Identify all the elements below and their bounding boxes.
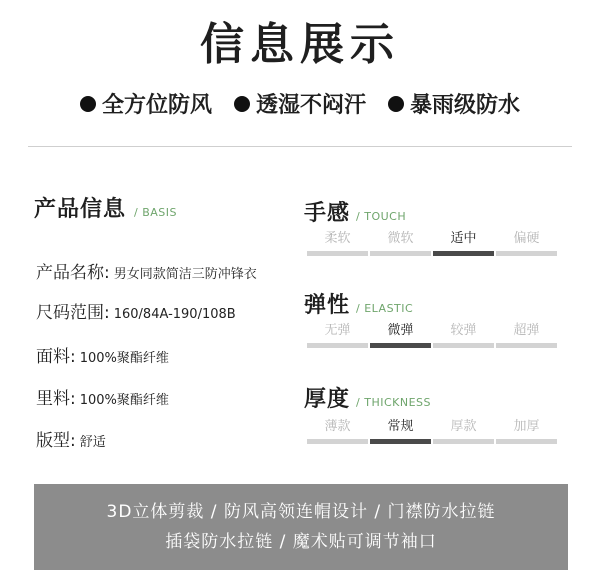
info-value: 舒适	[79, 435, 106, 450]
scale-bar	[433, 343, 494, 348]
info-label: 产品名称:	[36, 263, 110, 283]
info-value: 100%聚酯纤维	[79, 351, 169, 366]
scale-option-label: 偏硬	[513, 231, 540, 246]
scale-bar	[496, 343, 557, 348]
feature-banner	[34, 484, 568, 570]
feature-label: 透湿不闷汗	[255, 93, 366, 118]
basis-heading-title: 产品信息	[34, 197, 127, 222]
info-row-fabric	[36, 342, 169, 367]
bullet-icon	[388, 96, 404, 112]
bullet-icon	[234, 96, 250, 112]
info-value: 男女同款简洁三防冲锋衣	[113, 267, 257, 282]
info-row-name	[36, 258, 257, 283]
feature-item	[388, 88, 520, 119]
scale-option-label: 薄款	[324, 419, 351, 434]
scale-option-label: 加厚	[513, 419, 540, 434]
attr-heading-title: 厚度	[304, 387, 351, 412]
page-title: 信息展示	[200, 19, 400, 70]
info-row-size	[36, 298, 236, 323]
scale-bar	[307, 439, 368, 444]
scale-option	[306, 230, 369, 256]
basis-heading	[34, 192, 177, 223]
scale-option-label: 无弹	[324, 323, 351, 338]
scale-bar	[307, 343, 368, 348]
scale-option	[369, 418, 432, 444]
scale-bar	[370, 343, 431, 348]
info-value: 160/84A-190/108B	[113, 307, 236, 322]
scale-bar	[496, 439, 557, 444]
thickness-heading	[304, 382, 431, 413]
scale-option-label: 微软	[387, 231, 414, 246]
touch-heading	[304, 196, 406, 227]
scale-bar	[370, 439, 431, 444]
scale-option	[369, 230, 432, 256]
scale-option-label: 超弹	[513, 323, 540, 338]
attr-heading-title: 弹性	[304, 293, 351, 318]
attr-heading-sub: / ELASTIC	[356, 302, 414, 315]
thickness-scale	[306, 418, 558, 444]
bullet-icon	[80, 96, 96, 112]
scale-option	[495, 418, 558, 444]
feature-item	[234, 88, 366, 119]
info-label: 版型:	[36, 431, 76, 451]
elastic-heading	[304, 288, 413, 319]
attr-heading-sub: / TOUCH	[356, 210, 407, 223]
scale-bar	[370, 251, 431, 256]
scale-option-label: 常规	[387, 419, 414, 434]
feature-label: 全方位防风	[101, 93, 212, 118]
scale-bar	[433, 251, 494, 256]
scale-option-label: 微弹	[387, 323, 414, 338]
scale-option-label: 柔软	[324, 231, 351, 246]
basis-heading-sub: / BASIS	[134, 206, 177, 219]
scale-option	[432, 230, 495, 256]
touch-scale	[306, 230, 558, 256]
scale-bar	[307, 251, 368, 256]
elastic-scale	[306, 322, 558, 348]
scale-option	[495, 322, 558, 348]
feature-item	[80, 88, 212, 119]
info-label: 面料:	[36, 347, 76, 367]
scale-option	[369, 322, 432, 348]
banner-line: 3D立体剪裁 / 防风高领连帽设计 / 门襟防水拉链	[106, 502, 496, 522]
scale-option-label: 适中	[450, 231, 477, 246]
info-row-lining	[36, 384, 169, 409]
scale-option	[432, 418, 495, 444]
feature-label: 暴雨级防水	[410, 93, 521, 118]
feature-list	[0, 88, 600, 119]
attr-heading-title: 手感	[304, 201, 351, 226]
attr-heading-sub: / THICKNESS	[356, 396, 431, 409]
scale-option	[306, 418, 369, 444]
scale-option	[306, 322, 369, 348]
info-value: 100%聚酯纤维	[79, 393, 169, 408]
scale-option	[432, 322, 495, 348]
banner-line: 插袋防水拉链 / 魔术贴可调节袖口	[165, 532, 437, 552]
info-label: 里料:	[36, 389, 76, 409]
info-label: 尺码范围:	[36, 303, 110, 323]
divider	[28, 146, 572, 147]
scale-option	[495, 230, 558, 256]
scale-bar	[496, 251, 557, 256]
scale-bar	[433, 439, 494, 444]
info-row-fit	[36, 426, 106, 451]
scale-option-label: 较弹	[450, 323, 477, 338]
scale-option-label: 厚款	[450, 419, 477, 434]
